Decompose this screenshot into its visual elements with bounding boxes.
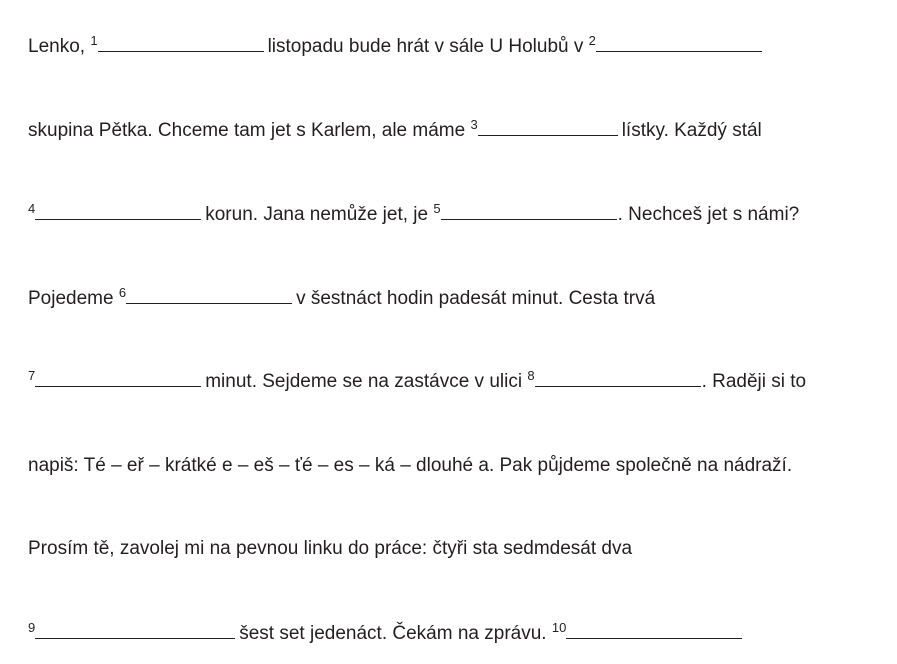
line-text: Lenko, [28, 36, 86, 57]
blank-number: 5 [433, 201, 441, 216]
blank-number: 4 [28, 201, 36, 216]
text-line-2 [28, 118, 762, 143]
answer-blank-10[interactable] [566, 621, 742, 639]
answer-blank-5[interactable] [441, 202, 617, 220]
answer-blank-6[interactable] [126, 286, 292, 304]
line-text: korun. Jana nemůže jet, je [205, 204, 429, 225]
line-text: lístky. Každý stál [621, 120, 762, 141]
text-line-6 [28, 454, 792, 478]
answer-blank-9[interactable] [35, 621, 235, 639]
text-line-4 [28, 286, 655, 311]
blank-number: 10 [551, 620, 567, 635]
blank-number: 8 [527, 368, 535, 383]
line-text: listopadu bude hrát v sále U Holubů v [267, 36, 584, 57]
line-text: . Raději si to [701, 371, 807, 392]
line-text: šest set jedenáct. Čekám na zprávu. [239, 623, 547, 644]
line-text: skupina Pětka. Chceme tam jet s Karlem, ale máme [28, 120, 466, 141]
answer-blank-8[interactable] [535, 369, 701, 387]
text-line-5 [28, 369, 806, 394]
answer-blank-7[interactable] [35, 369, 201, 387]
blank-number: 3 [470, 117, 478, 132]
text-line-7 [28, 537, 632, 561]
blank-number: 6 [118, 285, 127, 300]
answer-blank-2[interactable] [596, 34, 762, 52]
text-line-8 [28, 621, 746, 646]
blank-number: 1 [90, 33, 98, 48]
line-text: v šestnáct hodin padesát minut. Cesta trvá [296, 288, 656, 309]
line-text: napiš: Té – eř – krátké e – eš – ťé – es – ká – dlouhé a. Pak půjdeme společně na nádraží. [28, 455, 793, 476]
text-line-3 [28, 202, 799, 227]
line-text: Pojedeme [28, 288, 114, 309]
line-text: . Nechceš jet s námi? [617, 204, 800, 225]
line-text: Prosím tě, zavolej mi na pevnou linku do práce: čtyři sta sedmdesát dva [28, 538, 633, 559]
answer-blank-4[interactable] [35, 202, 201, 220]
blank-number: 9 [28, 620, 36, 635]
answer-blank-1[interactable] [98, 34, 264, 52]
blank-number: 2 [588, 33, 596, 48]
line-text: minut. Sejdeme se na zastávce v ulici [205, 371, 523, 392]
answer-blank-3[interactable] [478, 118, 618, 136]
blank-number: 7 [28, 368, 36, 383]
text-line-1 [28, 34, 766, 59]
